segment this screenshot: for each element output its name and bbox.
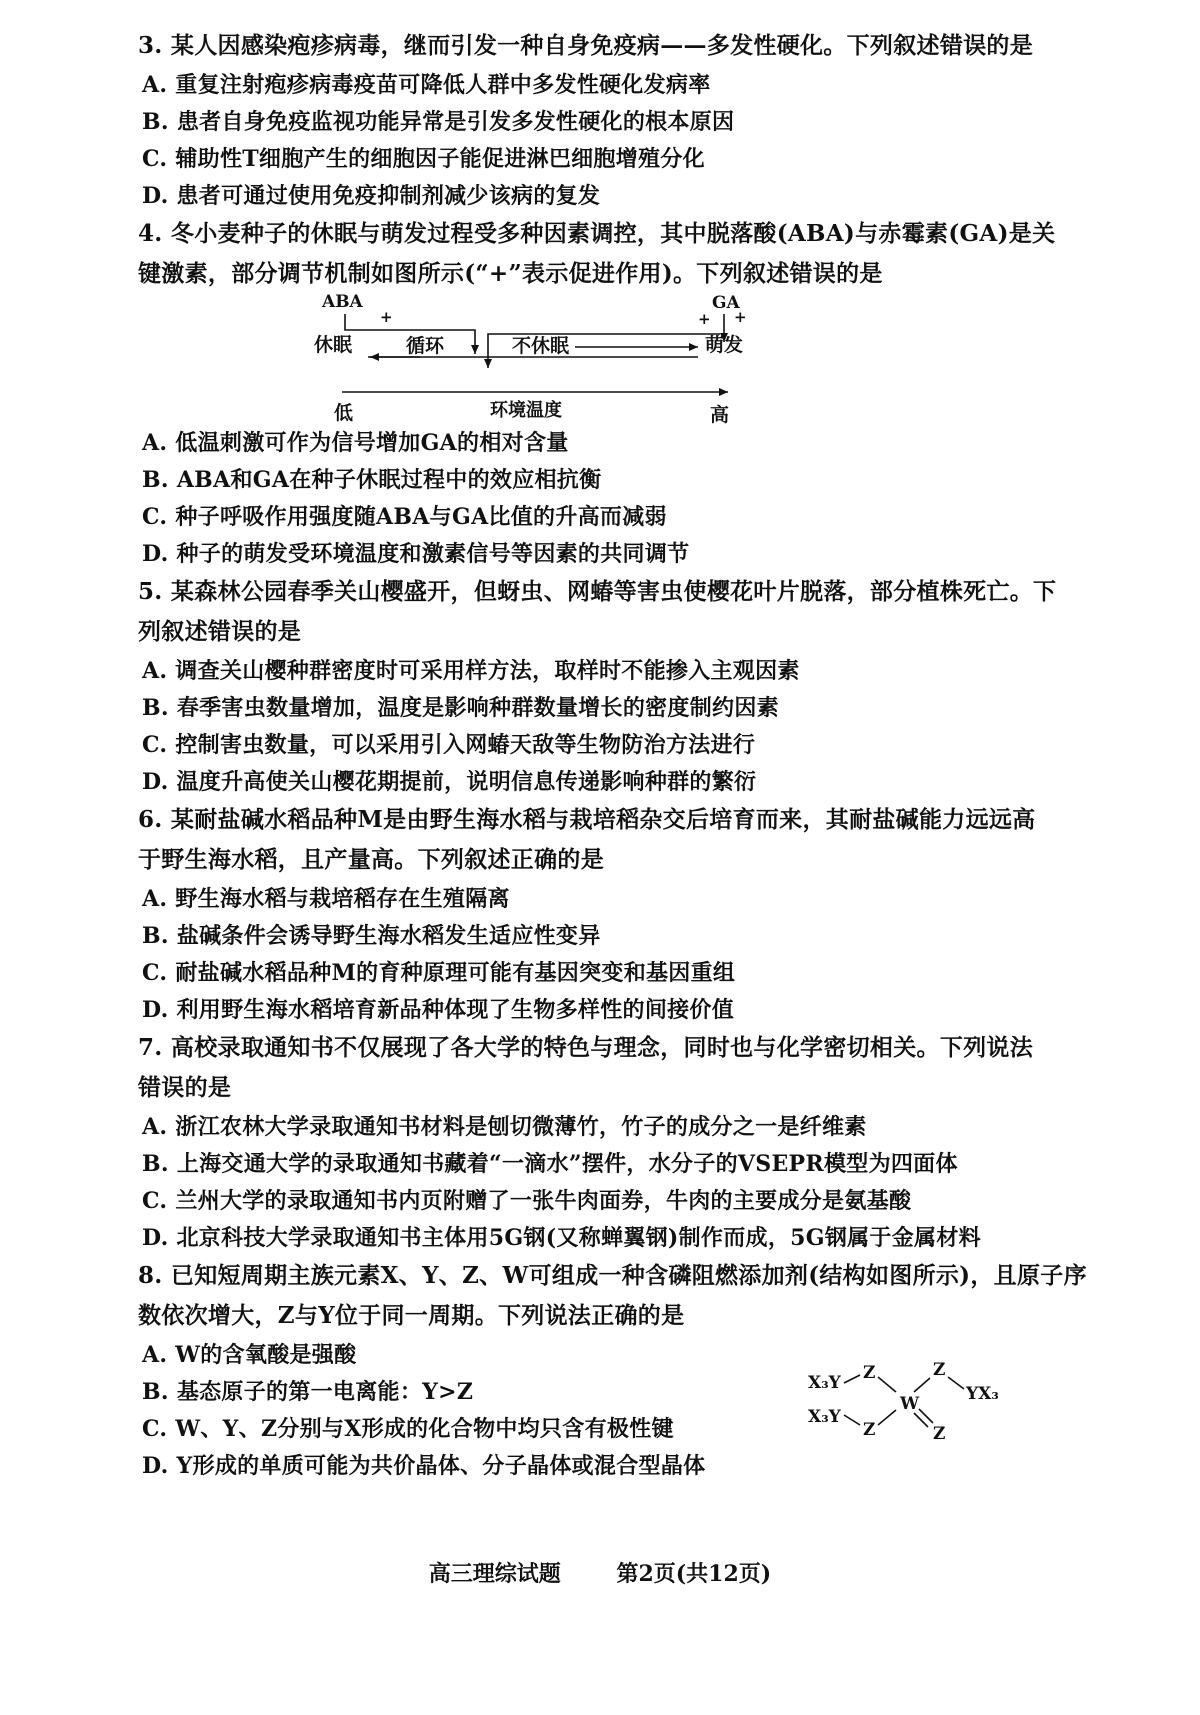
question-7-option-d: D. 北京科技大学录取通知书主体用5G钢(又称蝉翼钢)制作而成，5G钢属于金属材料 bbox=[142, 1225, 981, 1251]
question-4-stem-line-2: 键激素，部分调节机制如图所示(“+”表示促进作用)。下列叙述错误的是 bbox=[138, 260, 883, 287]
question-4-option-a: A. 低温刺激可作为信号增加GA的相对含量 bbox=[142, 430, 569, 456]
dormancy-label: 休眠 bbox=[314, 334, 353, 356]
question-3-option-c: C. 辅助性T细胞产生的细胞因子能促进淋巴细胞增殖分化 bbox=[142, 146, 705, 172]
low-label: 低 bbox=[334, 402, 354, 424]
structure-z-bottom-left: Z bbox=[863, 1420, 876, 1440]
footer-page-number: 第2页(共12页) bbox=[616, 1561, 772, 1587]
question-4-option-c: C. 种子呼吸作用强度随ABA与GA比值的升高而减弱 bbox=[142, 504, 667, 530]
question-6-stem-line-1: 6. 某耐盐碱水稻品种M是由野生海水稻与栽培稻杂交后培育而来，其耐盐碱能力远远高 bbox=[138, 806, 1036, 833]
question-8-option-a: A. W的含氧酸是强酸 bbox=[142, 1342, 357, 1368]
structure-z-top-right: Z bbox=[933, 1360, 946, 1380]
aba-plus-sign: + bbox=[380, 308, 393, 326]
question-6-option-a: A. 野生海水稻与栽培稻存在生殖隔离 bbox=[142, 886, 510, 912]
footer-exam-title: 高三理综试题 bbox=[428, 1561, 561, 1587]
bond-z-w-top-left bbox=[878, 1377, 896, 1392]
question-3-stem-line-1: 3. 某人因感染疱疹病毒，继而引发一种自身免疫病——多发性硬化。下列叙述错误的是 bbox=[138, 32, 1034, 59]
germination-label: 萌发 bbox=[705, 334, 744, 356]
ga-plus-sign-left: + bbox=[698, 310, 711, 328]
structure-w: W bbox=[900, 1394, 920, 1414]
bond-z-w-bottom-left bbox=[878, 1410, 896, 1425]
question-4-stem bbox=[138, 214, 1098, 294]
question-3-option-d: D. 患者可通过使用免疫抑制剂减少该病的复发 bbox=[142, 183, 601, 209]
phosphorus-structure-diagram bbox=[808, 1355, 1048, 1445]
question-6-option-b: B. 盐碱条件会诱导野生海水稻发生适应性变异 bbox=[142, 923, 601, 949]
question-5-option-d: D. 温度升高使关山樱花期提前，说明信息传递影响种群的繁衍 bbox=[142, 769, 757, 795]
question-8-stem-line-2: 数依次增大，Z与Y位于同一周期。下列说法正确的是 bbox=[138, 1302, 685, 1329]
question-7-stem-line-1: 7. 高校录取通知书不仅展现了各大学的特色与理念，同时也与化学密切相关。下列说法 bbox=[138, 1034, 1034, 1061]
question-4-option-b: B. ABA和GA在种子休眠过程中的效应相抗衡 bbox=[142, 467, 602, 493]
structure-z-double-bonded: Z bbox=[933, 1424, 946, 1444]
aba-label: ABA bbox=[322, 292, 363, 312]
question-6-stem bbox=[138, 800, 1098, 880]
cycle-label: 循环 bbox=[406, 335, 445, 357]
non-dormancy-label: 不休眠 bbox=[512, 335, 570, 357]
question-7-option-a: A. 浙江农林大学录取通知书材料是刨切微薄竹，竹子的成分之一是纤维素 bbox=[142, 1114, 867, 1140]
question-8-stem bbox=[138, 1256, 1098, 1336]
question-8-option-b: B. 基态原子的第一电离能：Y>Z bbox=[142, 1379, 474, 1405]
question-5-option-c: C. 控制害虫数量，可以采用引入网蝽天敌等生物防治方法进行 bbox=[142, 732, 756, 758]
question-5-option-a: A. 调查关山樱种群密度时可采用样方法，取样时不能掺入主观因素 bbox=[142, 658, 800, 684]
question-7-stem bbox=[138, 1028, 1098, 1108]
question-7-stem-line-2: 错误的是 bbox=[138, 1074, 232, 1101]
question-5-stem-line-1: 5. 某森林公园春季关山樱盛开，但蚜虫、网蝽等害虫使樱花叶片脱落，部分植株死亡。下 bbox=[138, 578, 1057, 605]
question-5-stem bbox=[138, 572, 1098, 652]
question-6-stem-line-2: 于野生海水稻，且产量高。下列叙述正确的是 bbox=[138, 846, 604, 873]
question-6-option-c: C. 耐盐碱水稻品种M的育种原理可能有基因突变和基因重组 bbox=[142, 960, 736, 986]
question-4-option-d: D. 种子的萌发受环境温度和激素信号等因素的共同调节 bbox=[142, 541, 690, 567]
temperature-axis-label: 环境温度 bbox=[490, 400, 562, 421]
bond-y-z-top bbox=[844, 1375, 860, 1383]
structure-x3y-top: X₃Y bbox=[808, 1373, 841, 1393]
question-7-option-b: B. 上海交通大学的录取通知书藏着“一滴水”摆件，水分子的VSEPR模型为四面体 bbox=[142, 1151, 958, 1177]
question-3-stem bbox=[138, 26, 1098, 66]
ga-label: GA bbox=[712, 293, 740, 313]
question-3-option-a: A. 重复注射疱疹病毒疫苗可降低人群中多发性硬化发病率 bbox=[142, 72, 711, 98]
question-4-stem-line-1: 4. 冬小麦种子的休眠与萌发过程受多种因素调控，其中脱落酸(ABA)与赤霉素(GA)是关 bbox=[138, 220, 1056, 247]
question-8-option-d: D. Y形成的单质可能为共价晶体、分子晶体或混合型晶体 bbox=[142, 1453, 706, 1479]
bond-w-z-top-right bbox=[914, 1378, 930, 1392]
high-label: 高 bbox=[710, 404, 730, 426]
structure-z-top-left: Z bbox=[863, 1363, 876, 1383]
question-8-stem-line-1: 8. 已知短周期主族元素X、Y、Z、W可组成一种含磷阻燃添加剂(结构如图所示)，且原子序 bbox=[138, 1262, 1087, 1289]
question-6-option-d: D. 利用野生海水稻培育新品种体现了生物多样性的间接价值 bbox=[142, 997, 735, 1023]
page-footer bbox=[0, 1557, 1200, 1588]
structure-x3y-bottom: X₃Y bbox=[808, 1407, 841, 1427]
question-5-option-b: B. 春季害虫数量增加，温度是影响种群数量增长的密度制约因素 bbox=[142, 695, 779, 721]
bond-z-y-right bbox=[948, 1377, 964, 1389]
question-5-stem-line-2: 列叙述错误的是 bbox=[138, 618, 302, 645]
ga-plus-sign-right: + bbox=[734, 308, 747, 326]
bond-y-z-bottom bbox=[844, 1415, 860, 1425]
structure-yx3-right: YX₃ bbox=[966, 1384, 999, 1404]
question-3-option-b: B. 患者自身免疫监视功能异常是引发多发性硬化的根本原因 bbox=[142, 109, 735, 135]
question-7-option-c: C. 兰州大学的录取通知书内页附赠了一张牛肉面券，牛肉的主要成分是氨基酸 bbox=[142, 1188, 912, 1214]
question-8-option-c: C. W、Y、Z分别与X形成的化合物中均只含有极性键 bbox=[142, 1416, 674, 1442]
